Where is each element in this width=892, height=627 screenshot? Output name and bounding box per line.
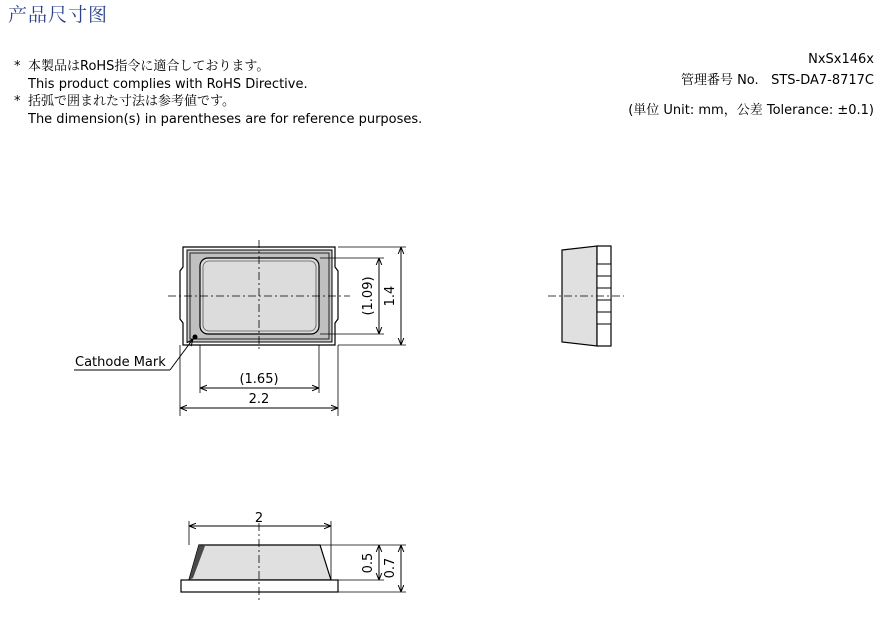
cathode-mark-label: Cathode Mark — [75, 355, 166, 370]
note-rohs-jp: 本製品はRoHS指令に適合しております。 — [28, 59, 270, 74]
front-view — [181, 511, 406, 603]
document-number-value: STS-DA7-8717C — [771, 73, 874, 88]
total-thickness-dimension: 0.7 — [383, 557, 398, 579]
front-view-substrate — [181, 580, 338, 592]
part-number: NxSx146x — [808, 52, 874, 67]
document-number-label: 管理番号 No. — [680, 73, 759, 88]
front-width-dimension: 2 — [254, 511, 264, 526]
lens-thickness-dimension: 0.5 — [361, 552, 376, 574]
note-reference-en: The dimension(s) in parentheses are for reference purposes. — [28, 112, 423, 127]
page-title: 产品尺寸图 — [8, 4, 109, 26]
body-height-dimension: 1.4 — [383, 285, 398, 307]
width-dimensions — [180, 345, 338, 416]
side-view — [548, 246, 624, 346]
note-bullet: * — [14, 94, 21, 109]
note-rohs-en: This product complies with RoHS Directive. — [28, 77, 308, 92]
top-view — [168, 240, 350, 352]
front-view-lens — [189, 545, 331, 580]
note-bullet: * — [14, 59, 21, 74]
cathode-mark — [193, 335, 198, 340]
note-reference-jp: 括弧で囲まれた寸法は参考値です。 — [28, 94, 235, 109]
body-width-dimension: 2.2 — [248, 392, 270, 407]
cathode-callout — [74, 339, 193, 370]
lens-width-dimension: (1.65) — [239, 372, 279, 387]
units-tolerance: (単位 Unit: mm，公差 Tolerance: ±0.1) — [628, 103, 874, 118]
lens-height-dimension: (1.09) — [361, 276, 376, 316]
